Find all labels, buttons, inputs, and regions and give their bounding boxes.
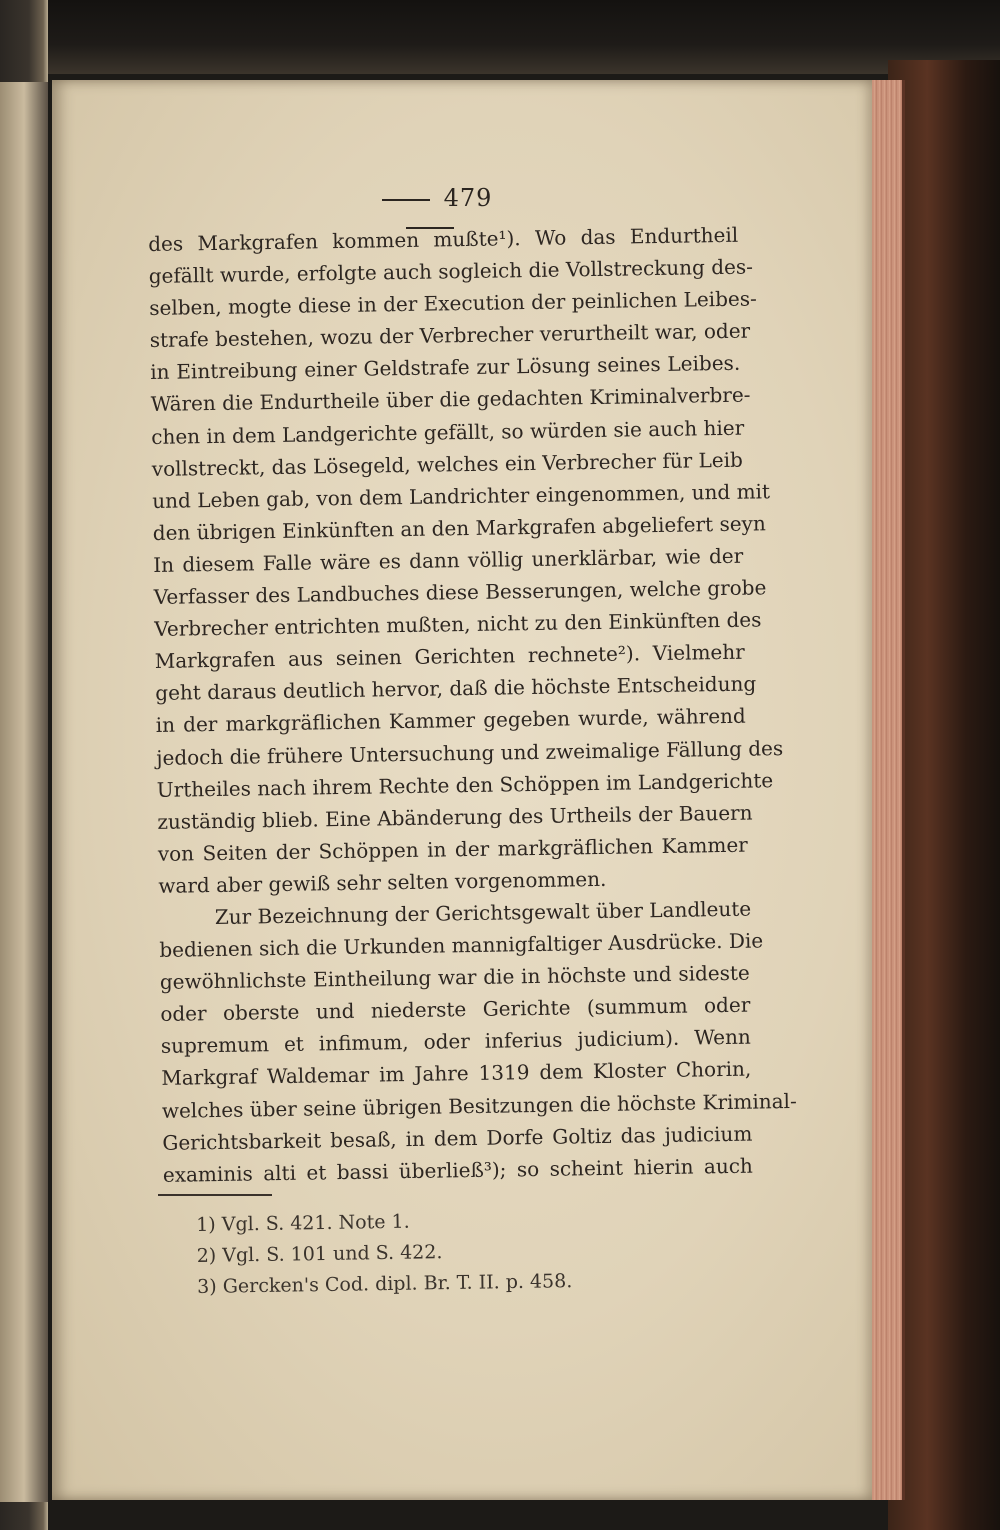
text-line: welches über seine übrigen Besitzungen die höchste Kriminal- bbox=[161, 1088, 797, 1123]
text-line: examinis alti et bassi überließ³); so scheint hierin auch bbox=[162, 1153, 753, 1187]
footnote: 1) Vgl. S. 421. Note 1. bbox=[196, 1210, 410, 1236]
text-line: und Leben gab, von dem Landrichter eingenommen, und mit bbox=[152, 479, 771, 513]
body-text bbox=[148, 219, 797, 1191]
header-dash-left bbox=[382, 199, 430, 201]
text-line: den übrigen Einkünften an den Markgrafen abgeliefert seyn bbox=[152, 511, 766, 545]
text-line: vollstreckt, das Lösegeld, welches ein Verbrecher für Leib bbox=[151, 447, 744, 481]
text-line: gewöhnlichste Eintheilung war die in höchste und sideste bbox=[159, 960, 750, 995]
facing-page-edge bbox=[0, 82, 48, 1502]
text-line: bedienen sich die Urkunden mannigfaltiger Ausdrücke. Die bbox=[159, 928, 764, 962]
text-line: ward aber gewiß sehr selten vorgenommen. bbox=[158, 866, 607, 898]
text-line: zuständig blieb. Eine Abänderung des Urtheils der Bauern bbox=[157, 800, 753, 834]
text-line: Urtheiles nach ihrem Rechte den Schöppen im Landgerichte bbox=[156, 767, 774, 802]
text-line: supremum et infimum, oder inferius judicium). Wenn bbox=[160, 1024, 751, 1059]
text-line: in der markgräflichen Kammer gegeben wurde, während bbox=[155, 704, 746, 738]
text-line: in Eintreibung einer Geldstrafe zur Lösung seines Leibes. bbox=[150, 351, 741, 385]
footnote: 2) Vgl. S. 101 und S. 422. bbox=[196, 1241, 443, 1267]
text-line: Verfasser des Landbuches diese Besserungen, welche grobe bbox=[153, 575, 767, 609]
book-cover-top bbox=[0, 0, 1000, 74]
text-line: jedoch die frühere Untersuchung und zweimalige Fällung des bbox=[156, 735, 784, 770]
footnotes bbox=[196, 1202, 717, 1303]
footnote-divider bbox=[158, 1194, 272, 1196]
text-line: oder oberste und niederste Gerichte (summum oder bbox=[160, 992, 751, 1027]
text-line: Markgrafen aus seinen Gerichten rechnete²). Vielmehr bbox=[154, 639, 745, 674]
text-line: selben, mogte diese in der Execution der peinlichen Leibes- bbox=[149, 286, 757, 321]
text-line: In diesem Falle wäre es dann völlig unerklärbar, wie der bbox=[153, 543, 744, 577]
text-line: Markgraf Waldemar im Jahre 1319 dem Kloster Chorin, bbox=[161, 1057, 752, 1091]
text-line: des Markgrafen kommen mußte¹). Wo das Endurtheil bbox=[148, 222, 739, 256]
text-line: geht daraus deutlich hervor, daß die höchste Entscheidung bbox=[155, 671, 757, 706]
text-line: von Seiten der Schöppen in der markgräflichen Kammer bbox=[157, 832, 748, 866]
text-line: Verbrecher entrichten mußten, nicht zu den Einkünften des bbox=[154, 607, 762, 642]
page-number: 479 bbox=[443, 184, 493, 212]
text-line: gefällt wurde, erfolgte auch sogleich die Vollstreckung des- bbox=[148, 254, 754, 289]
text-line: Gerichtsbarkeit besaß, in dem Dorfe Goltiz das judicium bbox=[162, 1121, 753, 1155]
page-block-edge bbox=[868, 80, 905, 1500]
text-line: Zur Bezeichnung der Gerichtsgewalt über Landleute bbox=[214, 896, 752, 930]
footnote: 3) Gercken's Cod. dipl. Br. T. II. p. 458. bbox=[197, 1270, 573, 1298]
text-line: Wären die Endurtheile über die gedachten Kriminalverbre- bbox=[150, 383, 751, 417]
text-line: strafe bestehen, wozu der Verbrecher verurtheilt war, oder bbox=[149, 318, 751, 353]
text-line: chen in dem Landgerichte gefällt, so würden sie auch hier bbox=[151, 415, 745, 449]
